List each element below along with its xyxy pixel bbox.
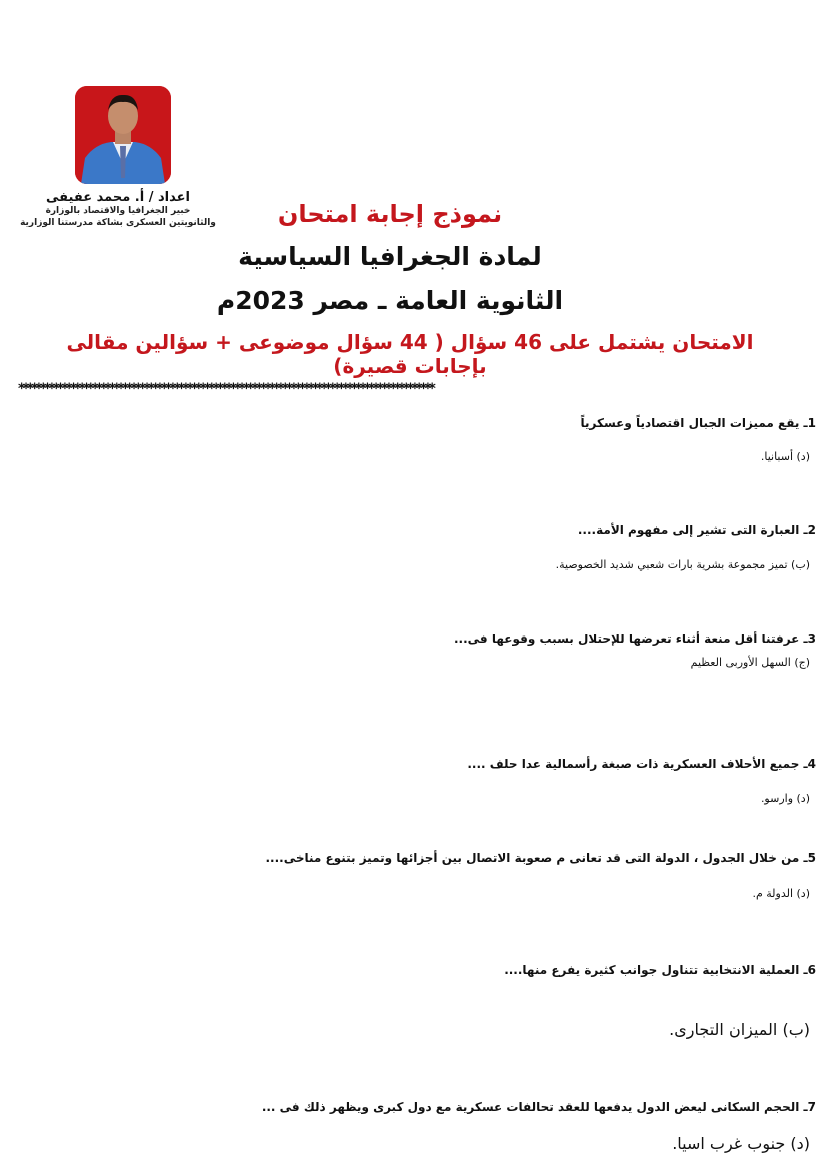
question-3: 3ـ عرفتنا أقل منعة أثناء تعرضها للإحتلال بسبب وقوعها فى...	[453, 632, 816, 646]
answer-4: (د) وارسو.	[760, 792, 810, 805]
exam-subject: لمادة الجغرافيا السياسية	[238, 242, 542, 271]
author-title-line2: والثانويتين العسكرى بشاكة مدرستنا الوزارية	[20, 217, 216, 228]
question-2: 2ـ العبارة التى تشير إلى مفهوم الأمة....	[577, 523, 816, 537]
question-6: 6ـ العملية الانتخابية تتناول جوانب كثيرة يفرع منها....	[504, 963, 816, 977]
answer-6: (ب) الميزان التجارى.	[669, 1020, 810, 1039]
author-title-line1: خبير الجغرافيا والاقتصاد بالوزارة	[45, 206, 191, 217]
question-1: 1ـ يقع مميزات الجبال اقتصادياً وعسكرياً	[580, 416, 816, 430]
question-4: 4ـ جميع الأحلاف العسكرية ذات صبغة رأسمالية عدا حلف ....	[467, 757, 816, 771]
answer-7: (د) جنوب غرب اسيا.	[672, 1134, 810, 1153]
author-name: اعداد / أ. محمد عفيفى	[46, 190, 190, 205]
answer-2: (ب) تميز مجموعة بشرية بارات شعبي شديد الخصوصية.	[555, 558, 810, 571]
exam-title: نموذج إجابة امتحان	[277, 200, 503, 228]
answer-1: (د) أسبانيا.	[760, 450, 810, 463]
question-5: 5ـ من خلال الجدول ، الدولة التى قد تعانى م صعوبة الاتصال بين أجزائها وتميز بتنوع مناخى....	[265, 851, 816, 865]
exam-year: الثانوية العامة ـ مصر 2023م	[216, 286, 564, 315]
question-7: 7ـ الحجم السكانى ليعض الدول يدفعها للعقد تحالفات عسكرية مع دول كبرى ويظهر ذلك فى ...	[261, 1100, 816, 1114]
answer-5: (د) الدولة م.	[752, 887, 810, 900]
exam-description: الامتحان يشتمل على 46 سؤال ( 44 سؤال موضوعى + سؤالين مقالى بإجابات قصيرة)	[66, 330, 754, 378]
separator-line: ************************************************************************************************	[18, 382, 433, 396]
answer-3: (ج) السهل الأوربى العظيم	[690, 656, 810, 669]
author-photo	[75, 86, 171, 184]
